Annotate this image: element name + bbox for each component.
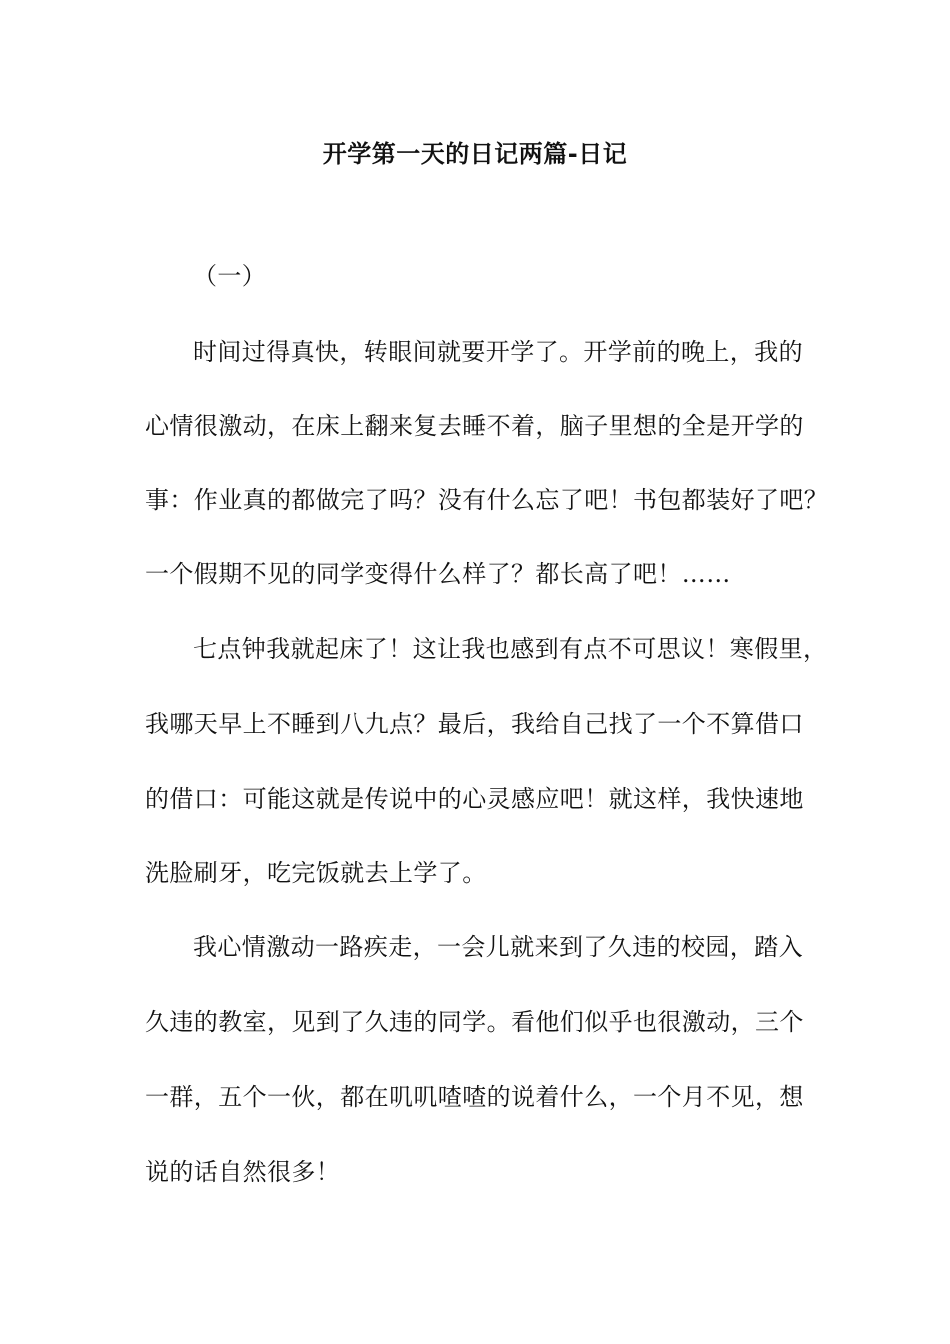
paragraph-1-line-2: 心情很激动，在床上翻来复去睡不着，脑子里想的全是开学的 xyxy=(145,412,804,440)
paragraph-3-line-3: 一群，五个一伙，都在叽叽喳喳的说着什么，一个月不见，想 xyxy=(145,1083,804,1111)
paragraph-3-line-1: 我心情激动一路疾走，一会儿就来到了久违的校园，踏入 xyxy=(193,933,803,961)
paragraph-1-line-4: 一个假期不见的同学变得什么样了？都长高了吧！…… xyxy=(145,560,731,588)
paragraph-1-line-3: 事：作业真的都做完了吗？没有什么忘了吧！书包都装好了吧？ xyxy=(145,486,829,514)
paragraph-3-line-2: 久违的教室，见到了久违的同学。看他们似乎也很激动，三个 xyxy=(145,1008,804,1036)
paragraph-1-line-1: 时间过得真快，转眼间就要开学了。开学前的晚上，我的 xyxy=(193,338,803,366)
paragraph-2-line-3: 的借口：可能这就是传说中的心灵感应吧！就这样，我快速地 xyxy=(145,785,804,813)
paragraph-2-line-2: 我哪天早上不睡到八九点？最后，我给自己找了一个不算借口 xyxy=(145,710,804,738)
paragraph-2-line-1: 七点钟我就起床了！这让我也感到有点不可思议！寒假里， xyxy=(193,635,828,663)
section-label: （一） xyxy=(193,262,267,290)
document-title: 开学第一天的日记两篇-日记 xyxy=(322,140,628,168)
paragraph-3-line-4: 说的话自然很多！ xyxy=(145,1158,341,1186)
paragraph-2-line-4: 洗脸刷牙，吃完饭就去上学了。 xyxy=(145,859,487,887)
